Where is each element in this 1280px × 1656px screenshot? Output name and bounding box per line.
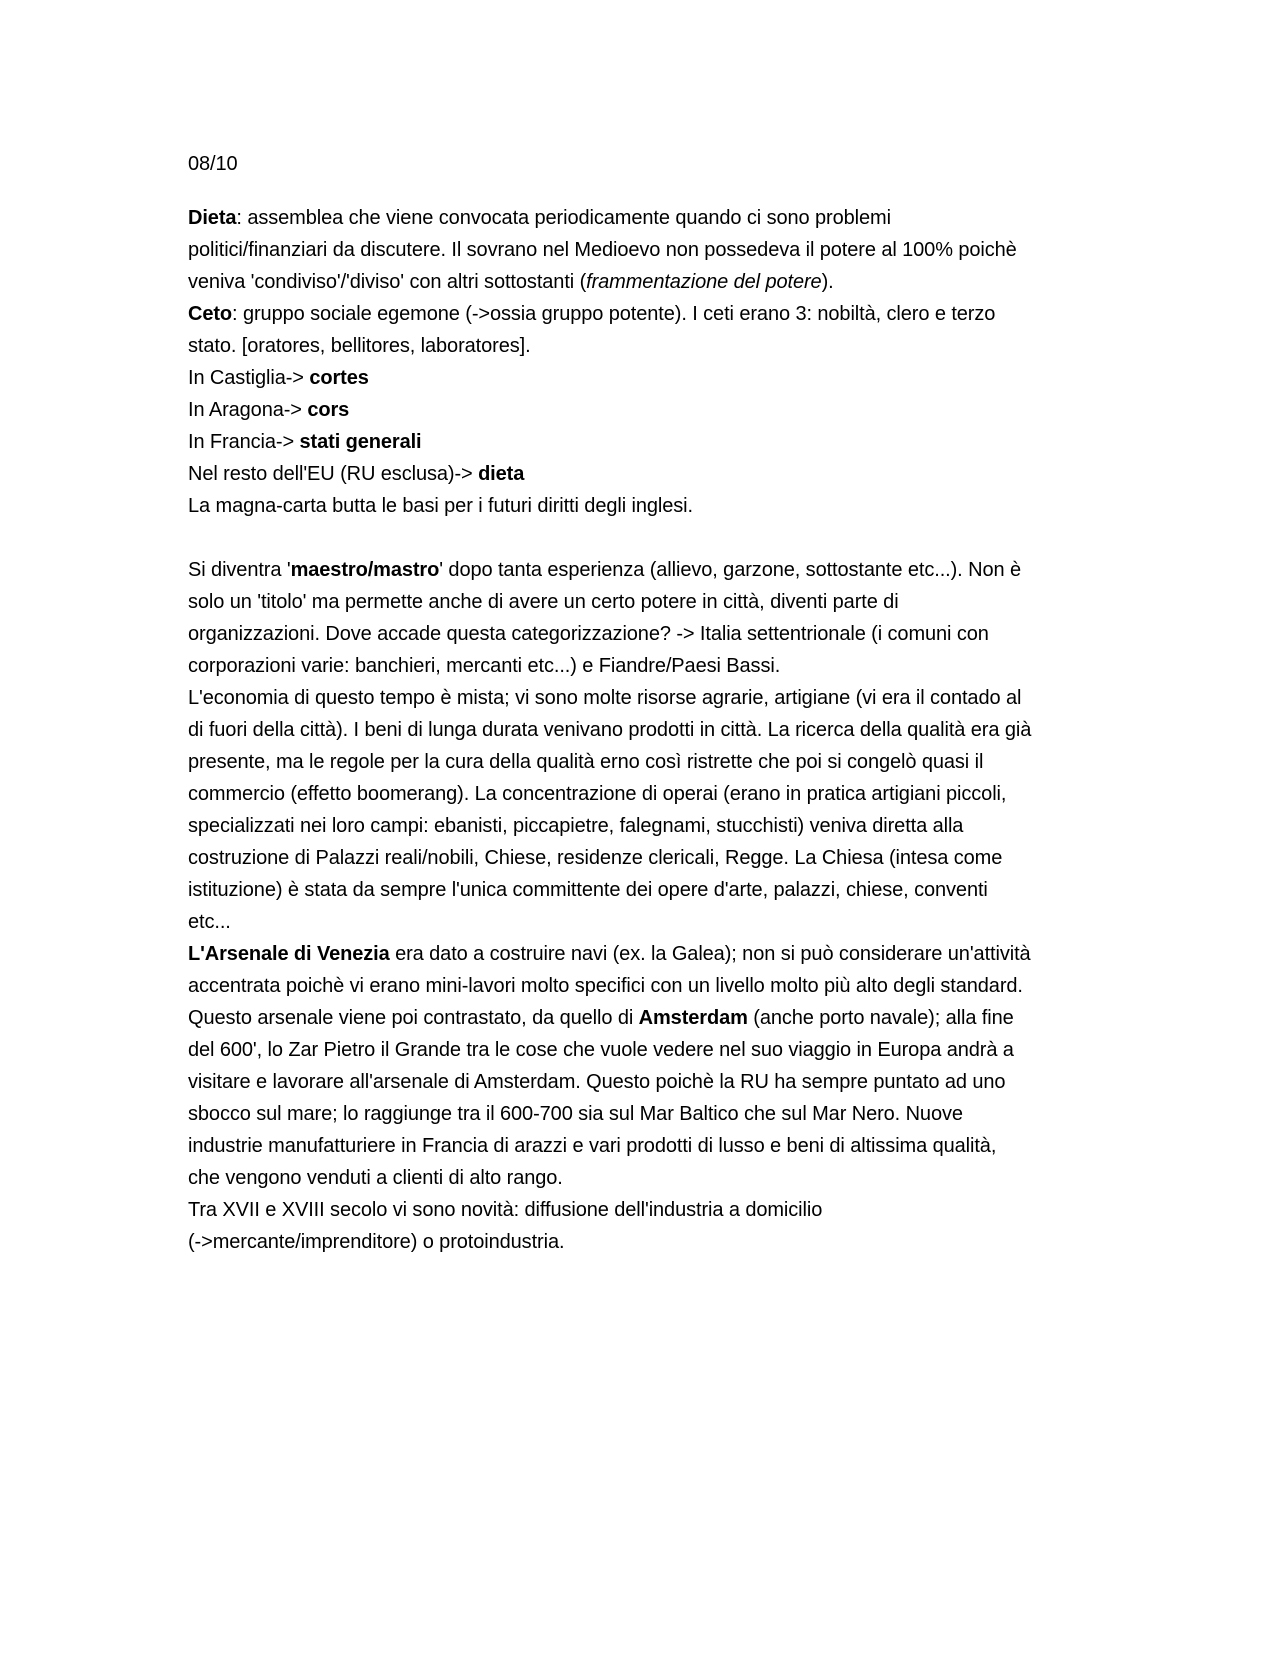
- text-line: presente, ma le regole per la cura della qualità erno così ristrette che poi si congelò quasi il: [188, 751, 984, 773]
- text-line: Tra XVII e XVIII secolo vi sono novità: diffusione dell'industria a domicilio: [188, 1199, 823, 1221]
- text-line: costruzione di Palazzi reali/nobili, Chiese, residenze clericali, Regge. La Chiesa (intesa come: [188, 847, 1003, 869]
- paragraph-ceto: [188, 298, 1088, 362]
- paragraph-dieta: [188, 202, 1088, 298]
- text-line: [188, 362, 1088, 394]
- text-line: etc...: [188, 911, 231, 933]
- term-ceto: Ceto: [188, 303, 233, 325]
- bold-term: Amsterdam: [638, 1007, 748, 1029]
- text-line: [188, 938, 1088, 970]
- text-line: [188, 458, 1088, 490]
- bold-term: stati generali: [299, 431, 422, 453]
- text-span: veniva 'condiviso'/'diviso' con altri sottostanti (: [188, 271, 587, 293]
- bold-term: cors: [307, 399, 350, 421]
- text-line: che vengono venduti a clienti di alto rango.: [188, 1167, 563, 1189]
- text-span: In Castiglia->: [188, 367, 310, 389]
- text-line: [188, 1002, 1088, 1034]
- text-line: corporazioni varie: banchieri, mercanti etc...) e Fiandre/Paesi Bassi.: [188, 655, 781, 677]
- text-span: ' dopo tanta esperienza (allievo, garzone, sottostante etc...). Non è: [439, 559, 1021, 581]
- text-span: : gruppo sociale egemone (->ossia gruppo potente). I ceti erano 3: nobiltà, clero e terzo: [232, 303, 996, 325]
- paragraph-assemblies: [188, 362, 1088, 1258]
- text-line: istituzione) è stata da sempre l'unica committente dei opere d'arte, palazzi, chiese, conventi: [188, 879, 988, 901]
- blank-line: [188, 522, 1088, 554]
- date-line: [188, 148, 1088, 180]
- text-line: L'economia di questo tempo è mista; vi sono molte risorse agrarie, artigiane (vi era il contado al: [188, 687, 1022, 709]
- text-span: : assemblea che viene convocata periodicamente quando ci sono problemi: [236, 207, 891, 229]
- bold-term: maestro/mastro: [290, 559, 440, 581]
- term-dieta: Dieta: [188, 207, 237, 229]
- text-line: accentrata poichè vi erano mini-lavori molto specifici con un livello molto più alto degli standard.: [188, 975, 1023, 997]
- text-line: visitare e lavorare all'arsenale di Amsterdam. Questo poichè la RU ha sempre puntato ad uno: [188, 1071, 1006, 1093]
- text-line: specializzati nei loro campi: ebanisti, piccapietre, falegnami, stucchisti) veniva diretta alla: [188, 815, 964, 837]
- date: 08/10: [188, 153, 238, 175]
- text-line: [188, 266, 1088, 298]
- text-span: ).: [821, 271, 834, 293]
- text-span: (anche porto navale); alla fine: [747, 1007, 1014, 1029]
- text-line: industrie manufatturiere in Francia di arazzi e vari prodotti di lusso e beni di altissima qualità,: [188, 1135, 997, 1157]
- text-span: Questo arsenale viene poi contrastato, da quello di: [188, 1007, 639, 1029]
- bold-term: dieta: [478, 463, 525, 485]
- bold-term: cortes: [309, 367, 369, 389]
- text-line: politici/finanziari da discutere. Il sovrano nel Medioevo non possedeva il potere al 100% poichè: [188, 239, 1017, 261]
- text-span: In Aragona->: [188, 399, 308, 421]
- bold-term: L'Arsenale di Venezia: [188, 943, 390, 965]
- text-span: Nel resto dell'EU (RU esclusa)->: [188, 463, 479, 485]
- text-line: [188, 394, 1088, 426]
- text-line: [188, 202, 1088, 234]
- text-line: sbocco sul mare; lo raggiunge tra il 600-700 sia sul Mar Baltico che sul Mar Nero. Nuove: [188, 1103, 963, 1125]
- text-line: [188, 554, 1088, 586]
- text-span: era dato a costruire navi (ex. la Galea); non si può considerare un'attività: [389, 943, 1031, 965]
- text-span: In Francia->: [188, 431, 300, 453]
- text-line: commercio (effetto boomerang). La concentrazione di operai (erano in pratica artigiani piccoli,: [188, 783, 1007, 805]
- italic-term: frammentazione del potere: [586, 271, 822, 293]
- text-line: stato. [oratores, bellitores, laboratores].: [188, 335, 531, 357]
- text-span: Si diventra ': [188, 559, 291, 581]
- text-line: [188, 426, 1088, 458]
- document-body: [188, 148, 1088, 1258]
- text-line: di fuori della città). I beni di lunga durata venivano prodotti in città. La ricerca della qualità era già: [188, 719, 1032, 741]
- text-line: del 600', lo Zar Pietro il Grande tra le cose che vuole vedere nel suo viaggio in Europa andrà a: [188, 1039, 1014, 1061]
- text-line: La magna-carta butta le basi per i futuri diritti degli inglesi.: [188, 495, 693, 517]
- text-line: [188, 298, 1088, 330]
- text-line: (->mercante/imprenditore) o protoindustria.: [188, 1231, 565, 1253]
- text-line: organizzazioni. Dove accade questa categorizzazione? -> Italia settentrionale (i comuni con: [188, 623, 989, 645]
- text-line: solo un 'titolo' ma permette anche di avere un certo potere in città, diventi parte di: [188, 591, 899, 613]
